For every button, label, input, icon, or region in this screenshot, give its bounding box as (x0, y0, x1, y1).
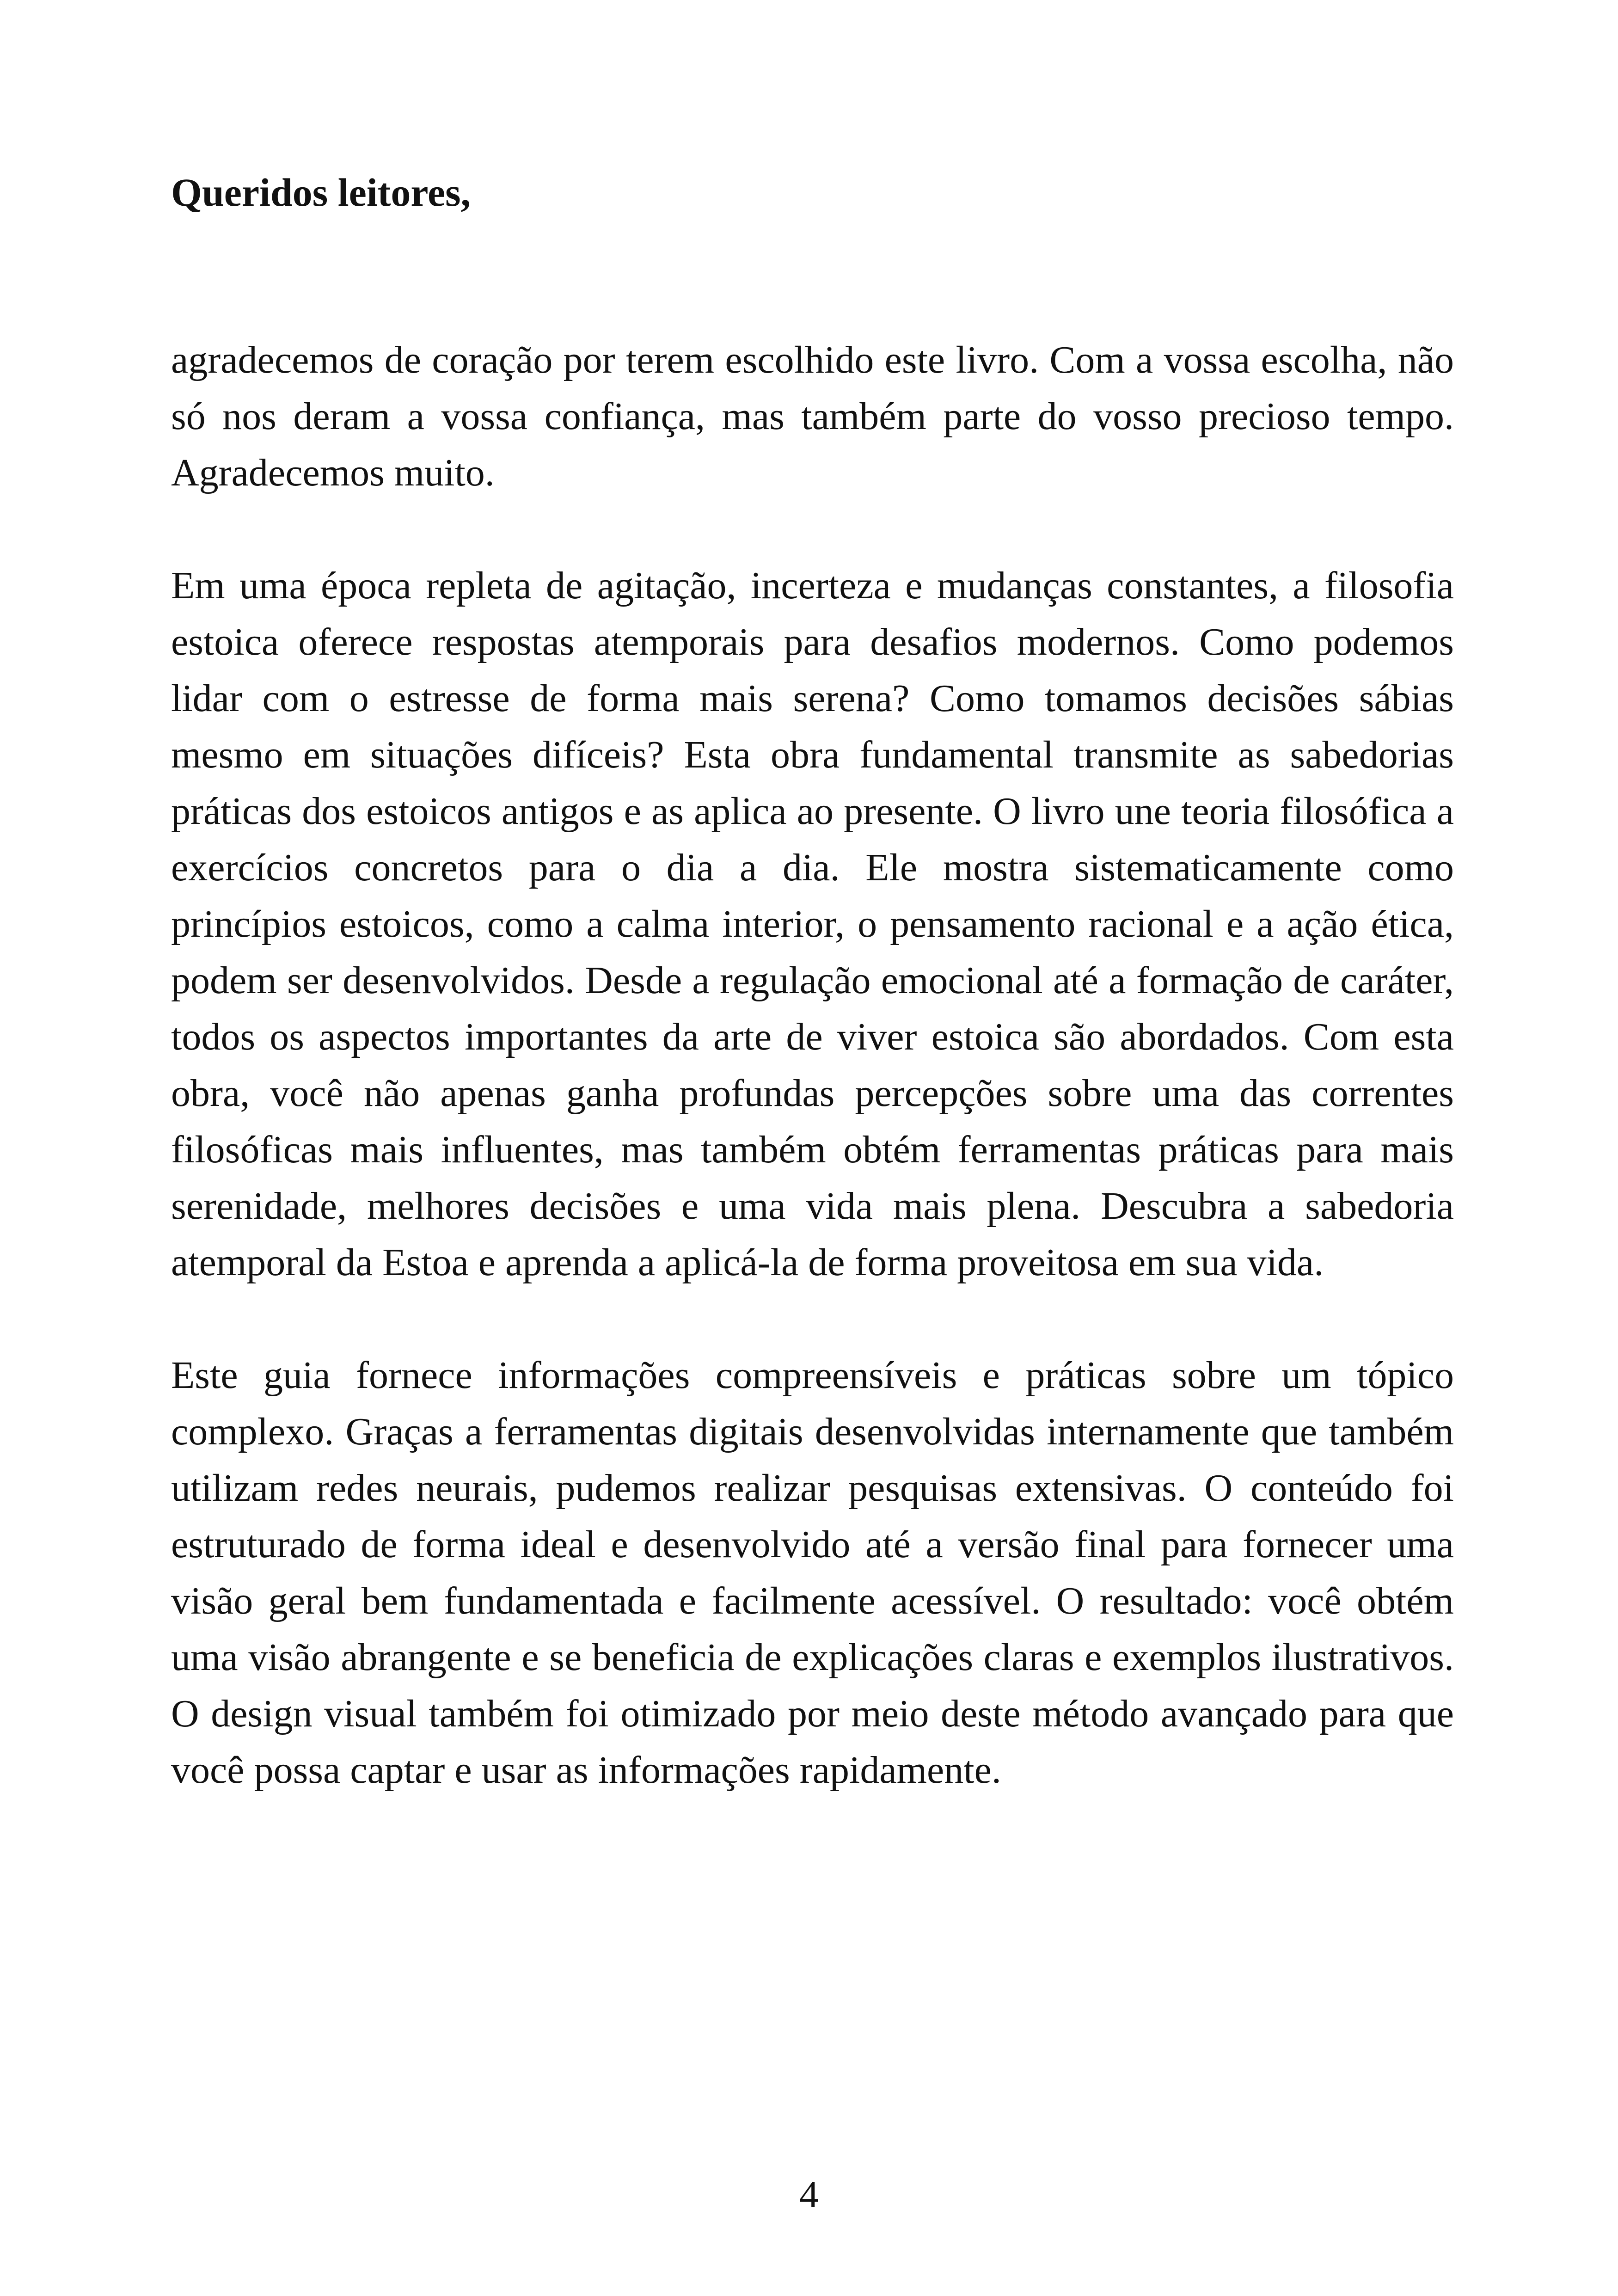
paragraph-guide-info: Este guia fornece informações compreensíveis e práticas sobre um tópico complexo. Graças a ferramentas digitais desenvolvidas internamente que também utilizam redes neurais, pudemos realizar pesquisas extensivas. O conteúdo foi estruturado de forma ideal e desenvolvido até a versão final para fornecer uma visão geral bem fundamentada e facilmente acessível. O resultado: você obtém uma visão abrangente e se beneficia de explicações claras e exemplos ilustrativos. O design visual também foi otimizado por meio deste método avançado para que você possa captar e usar as informações rapidamente. (171, 1354, 1454, 1792)
paragraph-thanks: agradecemos de coração por terem escolhido este livro. Com a vossa escolha, não só nos deram a vossa confiança, mas também parte do vosso precioso tempo. Agradecemos muito. (171, 338, 1454, 495)
page-number: 4 (799, 2173, 819, 2216)
page-content (171, 169, 1454, 1799)
greeting-heading: Queridos leitores, (171, 170, 471, 215)
paragraph-stoic-philosophy: Em uma época repleta de agitação, incerteza e mudanças constantes, a filosofia estoica oferece respostas atemporais para desafios modernos. Como podemos lidar com o estresse de forma mais serena? Como tomamos decisões sábias mesmo em situações difíceis? Esta obra fundamental transmite as sabedorias práticas dos estoicos antigos e as aplica ao presente. O livro une teoria filosófica a exercícios concretos para o dia a dia. Ele mostra sistematicamente como princípios estoicos, como a calma interior, o pensamento racional e a ação ética, podem ser desenvolvidos. Desde a regulação emocional até a formação de caráter, todos os aspectos importantes da arte de viver estoica são abordados. Com esta obra, você não apenas ganha profundas percepções sobre uma das correntes filosóficas mais influentes, mas também obtém ferramentas práticas para mais serenidade, melhores decisões e uma vida mais plena. Descubra a sabedoria atemporal da Estoa e aprenda a aplicá-la de forma proveitosa em sua vida. (171, 564, 1454, 1284)
